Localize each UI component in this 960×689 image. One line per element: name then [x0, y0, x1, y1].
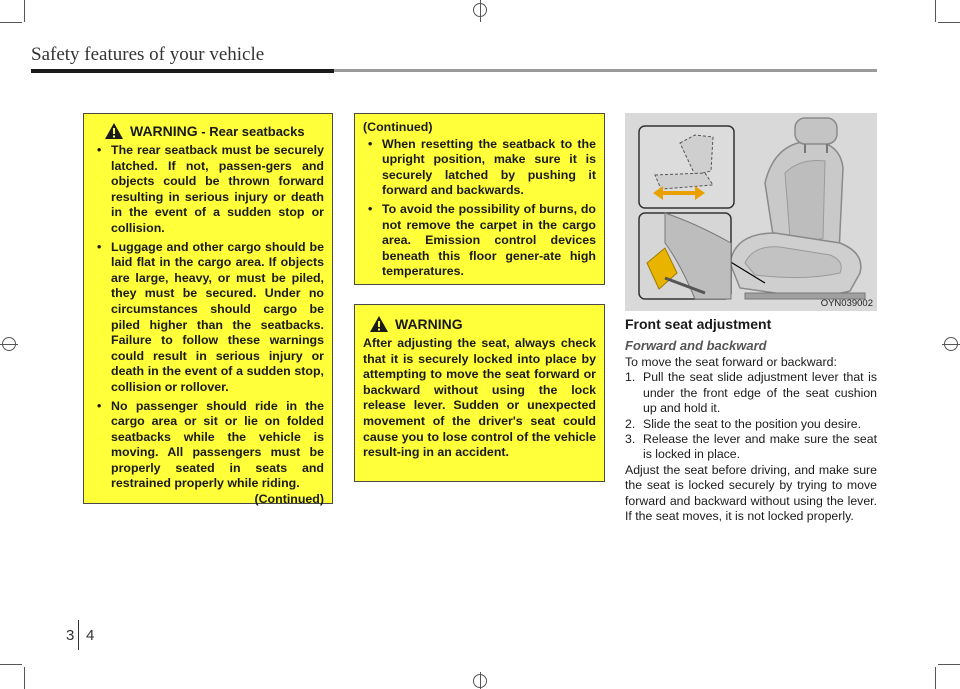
warning-heading	[104, 122, 324, 140]
warning-box-seat	[354, 304, 605, 482]
warning-item: • When resetting the seatback to the upright position, make sure it is securely latched by pushing it forward and backwards.	[363, 137, 596, 199]
warning-item: • To avoid the possibility of burns, do not remove the carpet in the cargo area. Emission control devices beneath this floor gener-ate high temperatures.	[363, 202, 596, 280]
crop-mark	[24, 667, 25, 689]
step-number: 3.	[625, 432, 636, 447]
registration-mark	[944, 337, 958, 351]
warning-heading	[369, 315, 596, 333]
chapter-number: 3	[66, 627, 75, 644]
warning-title: WARNING	[130, 123, 198, 139]
crop-mark	[935, 0, 936, 22]
step-text: Pull the seat slide adjustment lever that is under the front edge of the seat cushion up and hold it.	[643, 370, 877, 416]
page-number-divider	[78, 620, 79, 650]
warning-triangle-icon	[369, 315, 389, 333]
header-rule-accent	[31, 69, 334, 73]
warning-item: • No passenger should ride in the cargo area or sit or lie on folded seatbacks while the vehicle is moving. All passengers must be properly seated in seats and restrained properly while riding.	[92, 399, 324, 493]
step-number: 1.	[625, 370, 636, 385]
crop-mark	[24, 0, 25, 22]
crop-mark	[935, 667, 936, 689]
step-item	[625, 417, 877, 432]
crop-mark	[0, 664, 22, 665]
warning-subtitle: - Rear seatbacks	[197, 124, 305, 139]
registration-mark	[473, 674, 487, 688]
section-paragraph: Adjust the seat before driving, and make sure the seat is locked securely by trying to move forward and backward without using the lever. If the seat moves, it is not locked properly.	[625, 462, 877, 524]
registration-mark	[473, 3, 487, 17]
warning-title: WARNING	[395, 316, 463, 332]
crop-mark	[0, 22, 22, 23]
seat-illustration	[625, 113, 877, 311]
registration-mark	[2, 337, 16, 351]
figure-code: OYN039002	[820, 298, 873, 309]
crop-mark	[938, 22, 960, 23]
warning-item: • Luggage and other cargo should be laid flat in the cargo area. If objects are large, heavy, or must be piled, they must be secured. Under no circumstances should cargo be piled higher than the seatbacks. Failure to follow these warnings could result in serious injury or death in the event of a sudden stop, collision or rollover.	[92, 240, 324, 396]
section-front-seat-adjustment	[625, 316, 877, 524]
continued-label: (Continued)	[254, 492, 324, 507]
warning-text: After adjusting the seat, always check that it is securely locked into place by attempting to move the seat forward or backward without using the lock release lever. Sudden or unexpected movement of the driver's seat could cause you to lose control of the vehicle result-ing in an accident.	[363, 336, 596, 460]
warning-box-rear-seatbacks	[83, 113, 333, 507]
step-text: Slide the seat to the position you desire.	[643, 416, 862, 431]
seat-diagram	[625, 113, 877, 311]
step-item	[625, 370, 877, 416]
step-text: Release the lever and make sure the seat is locked in place.	[643, 432, 877, 462]
warning-item: • The rear seatback must be securely latched. If not, passen-gers and objects could be thrown forward resulting in serious injury or death in the event of a sudden stop or collision.	[92, 143, 324, 237]
section-subtitle: Forward and backward	[625, 338, 767, 353]
step-number: 2.	[625, 416, 636, 431]
page-number: 4	[86, 627, 95, 644]
warning-triangle-icon	[104, 122, 124, 140]
continued-heading: (Continued)	[363, 120, 433, 134]
section-intro: To move the seat forward or backward:	[625, 355, 837, 369]
crop-mark	[938, 664, 960, 665]
step-item	[625, 432, 877, 463]
section-title: Front seat adjustment	[625, 316, 772, 332]
page-header-title: Safety features of your vehicle	[31, 44, 265, 65]
continued-warning-box	[354, 113, 605, 285]
